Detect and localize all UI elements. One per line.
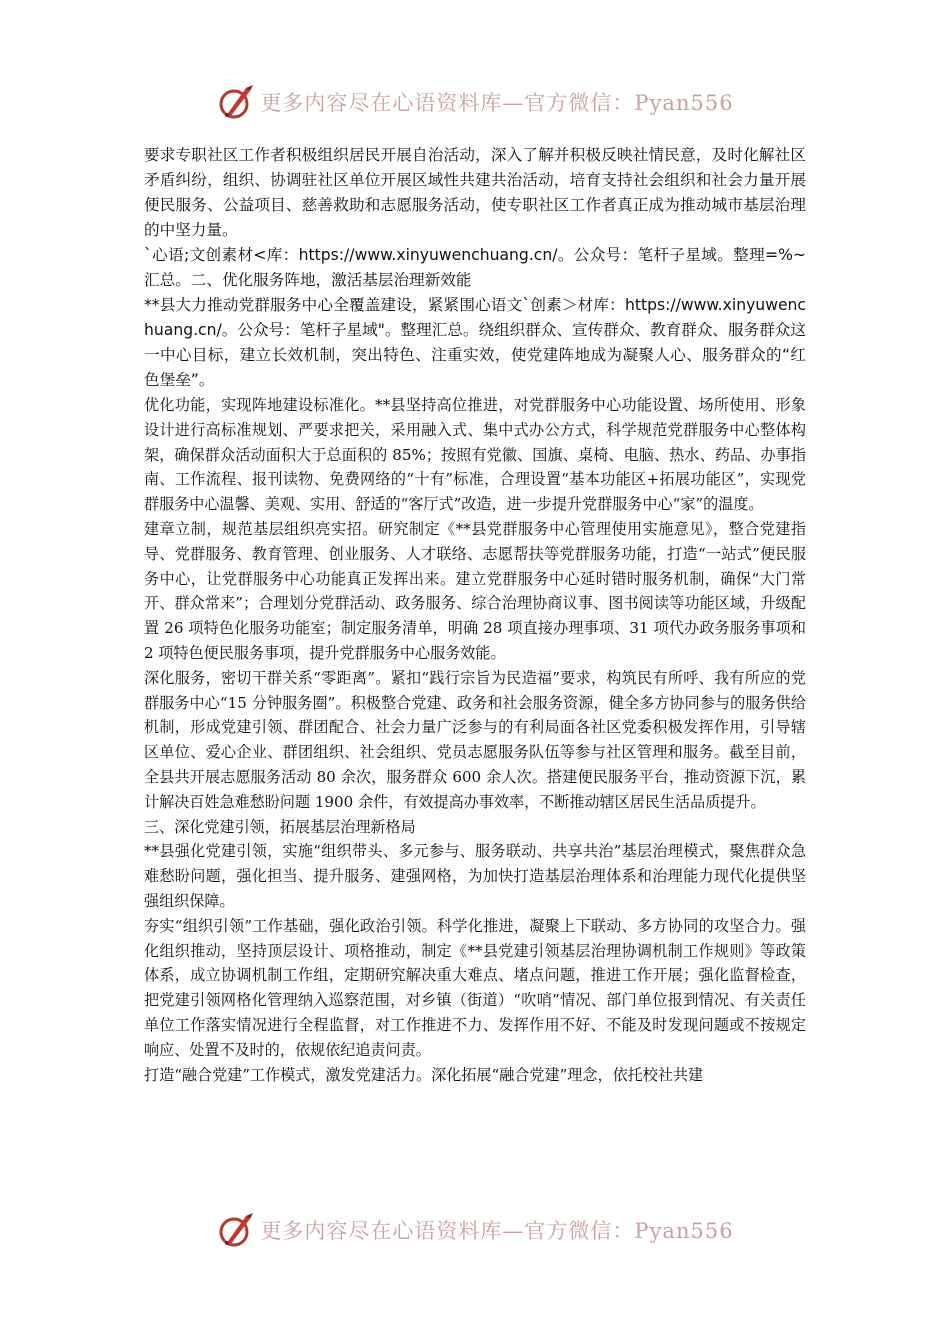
paragraph-rules-system: 建章立制，规范基层组织亮实招。研究制定《**县党群服务中心管理使用实施意见》，整合党建指导、党群服务、教育管理、创业服务、人才联络、志愿帮扶等党群服务功能，打造“一站式”便民服务中心，让党群服务中心功能真正发挥出来。建立党群服务中心延时错时服务机制，确保“大门常开、群众常来”；合理划分党群活动、政务服务、综合治理协商议事、图书阅读等功能区域，升级配置 26 项特色化服务功能室；制定服务清单，明确 28 项直接办理事项、31 项代办政务服务事项和 2 项特色便民服务事项，提升党群服务中心服务效能。 [144, 519, 806, 662]
footer-banner [0, 1210, 950, 1250]
footer-banner-text: 更多内容尽在心语资料库—官方微信：Pyan556 [260, 1219, 734, 1243]
header-banner [0, 82, 950, 122]
header-banner-text: 更多内容尽在心语资料库—官方微信：Pyan556 [260, 91, 734, 115]
paragraph-integrated-party-building: 打造“融合党建”工作模式，激发党建活力。深化拓展“融合党建”理念，依托校社共建 [144, 1065, 704, 1084]
paragraph-community-workers: 要求专职社区工作者积极组织居民开展自治活动，深入了解并积极反映社情民意，及时化解社区矛盾纠纷，组织、协调驻社区单位开展区域性共建共治活动，培育支持社会组织和社会力量开展便民服务、公益项目、慈善救助和志愿服务活动，使专职社区工作者真正成为推动城市基层治理的中坚力量。 [144, 146, 806, 239]
section-heading-three: 三、深化党建引领，拓展基层治理新格局 [144, 817, 416, 836]
paragraph-service-center-coverage: **县大力推动党群服务中心全覆盖建设，紧紧围心语文`创素＞材库：https://www.xinyuwenchuang.cn/。公众号：笔杆子星域"。整理汇总。绕组织群众、宣传群众、教育群众、服务群众这一中心目标，建立长效机制，突出特色、注重实效，使党建阵地成为凝聚人心、服务群众的“红色堡垒”。 [144, 296, 806, 389]
paragraph-watermark-section-two: `心语;文创素材<库：https://www.xinyuwenchuang.cn/。公众号：笔杆子星域。整理=%~汇总。二、优化服务阵地，激活基层治理新效能 [144, 246, 806, 289]
quill-pen-circle-icon [216, 1210, 256, 1250]
paragraph-optimize-function: 优化功能，实现阵地建设标准化。**县坚持高位推进，对党群服务中心功能设置、场所使用、形象设计进行高标准规划、严要求把关，采用融入式、集中式办公方式，科学规范党群服务中心整体构架，确保群众活动面积大于总面积的 85%；按照有党徽、国旗、桌椅、电脑、热水、药品、办事指南、工作流程、报刊读物、免费网络的“十有”标准，合理设置“基本功能区+拓展功能区”，实现党群服务中心温馨、美观、实用、舒适的“客厅式”改造，进一步提升党群服务中心“家”的温度。 [144, 396, 806, 514]
quill-pen-circle-icon [216, 82, 256, 122]
document-body [144, 143, 806, 1087]
paragraph-party-leadership: **县强化党建引领，实施“组织带头、多元参与、服务联动、共享共治”基层治理模式，聚焦群众急难愁盼问题，强化担当、提升服务、建强网格，为加快打造基层治理体系和治理能力现代化提供坚强组织保障。 [144, 842, 806, 910]
paragraph-deepen-service: 深化服务，密切干群关系“零距离”。紧扣“践行宗旨为民造福”要求，构筑民有所呼、我有所应的党群服务中心“15 分钟服务圈”。积极整合党建、政务和社会服务资源，健全多方协同参与的服务供给机制，形成党建引领、群团配合、社会力量广泛参与的有利局面各社区党委积极发挥作用，引导辖区单位、爱心企业、群团组织、社会组织、党员志愿服务队伍等参与社区管理和服务。截至目前，全县共开展志愿服务活动 80 余次，服务群众 600 余人次。搭建便民服务平台，推动资源下沉，累计解决百姓急难愁盼问题 1900 余件，有效提高办事效率，不断推动辖区居民生活品质提升。 [144, 668, 806, 811]
paragraph-organization-leadership: 夯实“组织引领”工作基础，强化政治引领。科学化推进，凝聚上下联动、多方协同的攻坚合力。强化组织推动，坚持顶层设计、项格推动，制定《**县党建引领基层治理协调机制工作规则》等政策体系，成立协调机制工作组，定期研究解决重大难点、堵点问题，推进工作开展；强化监督检查，把党建引领网格化管理纳入巡察范围，对乡镇（街道）“吹哨”情况、部门单位报到情况、有关责任单位工作落实情况进行全程监督，对工作推进不力、发挥作用不好、不能及时发现问题或不按规定响应、处置不及时的，依规依纪追责问责。 [144, 916, 806, 1059]
